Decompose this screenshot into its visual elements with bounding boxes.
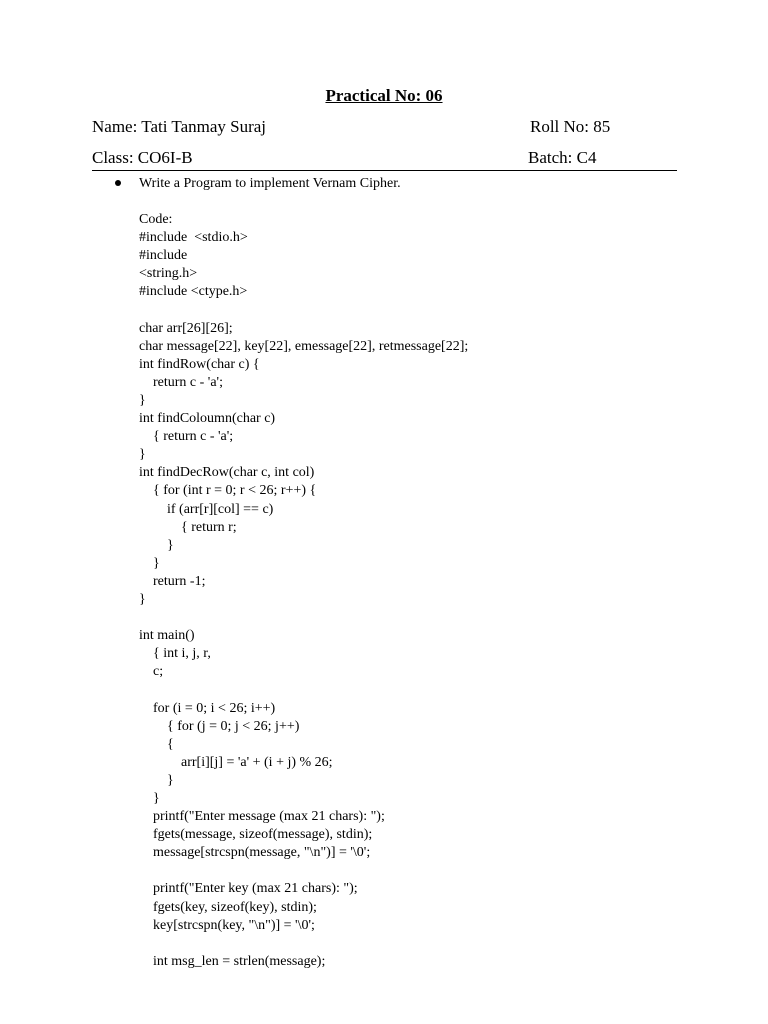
code-line: int main(): [139, 628, 195, 644]
code-line: }: [139, 591, 146, 607]
code-line: }: [139, 392, 146, 408]
code-line: key[strcspn(key, "\n")] = '\0';: [139, 917, 315, 933]
code-line: [139, 609, 699, 627]
code-line: }: [139, 772, 174, 788]
code-line: if (arr[r][col] == c): [139, 501, 274, 517]
page-title: Practical No: 06: [325, 86, 443, 105]
code-line: }: [139, 537, 174, 553]
code-line: [139, 862, 699, 880]
student-name: Name: Tati Tanmay Suraj: [92, 117, 267, 136]
code-line: int msg_len = strlen(message);: [139, 953, 326, 969]
code-line: <string.h>: [139, 266, 198, 282]
code-line: c;: [139, 664, 164, 680]
code-block: [139, 211, 699, 971]
code-line: [139, 301, 699, 319]
task-statement: Write a Program to implement Vernam Cipher.: [139, 176, 401, 191]
class-label: Class: CO6I-B: [92, 148, 193, 167]
code-line: { for (int r = 0; r < 26; r++) {: [139, 483, 317, 499]
code-line: { return r;: [139, 519, 237, 535]
code-line: [139, 935, 699, 953]
code-line: char message[22], key[22], emessage[22], retmessage[22];: [139, 338, 469, 354]
code-line: return -1;: [139, 573, 206, 589]
code-line: for (i = 0; i < 26; i++): [139, 700, 276, 716]
code-line: Code:: [139, 212, 173, 227]
code-line: printf("Enter message (max 21 chars): ");: [139, 809, 385, 825]
code-line: }: [139, 555, 160, 571]
code-line: fgets(message, sizeof(message), stdin);: [139, 827, 373, 843]
header-divider: [92, 170, 677, 171]
code-line: [139, 681, 699, 699]
code-line: #include <stdio.h>: [139, 230, 248, 246]
code-line: { return c - 'a';: [139, 429, 234, 445]
code-line: }: [139, 791, 160, 806]
code-line: printf("Enter key (max 21 chars): ");: [139, 881, 358, 897]
code-line: fgets(key, sizeof(key), stdin);: [139, 899, 317, 915]
code-line: #include: [139, 248, 188, 264]
code-line: { int i, j, r,: [139, 646, 211, 662]
code-line: int findRow(char c) {: [139, 356, 260, 372]
code-line: arr[i][j] = 'a' + (i + j) % 26;: [139, 754, 333, 770]
code-line: #include <ctype.h>: [139, 284, 248, 300]
code-line: int findColoumn(char c): [139, 411, 276, 427]
code-line: char arr[26][26];: [139, 320, 233, 336]
code-line: }: [139, 447, 146, 463]
code-line: int findDecRow(char c, int col): [139, 465, 315, 481]
code-line: return c - 'a';: [139, 374, 223, 390]
code-line: { for (j = 0; j < 26; j++): [139, 718, 300, 734]
code-line: {: [139, 736, 174, 752]
code-line: message[strcspn(message, "\n")] = '\0';: [139, 845, 371, 861]
roll-number: Roll No: 85: [530, 117, 611, 136]
batch-label: Batch: C4: [528, 148, 597, 167]
bullet-icon: [115, 180, 121, 186]
